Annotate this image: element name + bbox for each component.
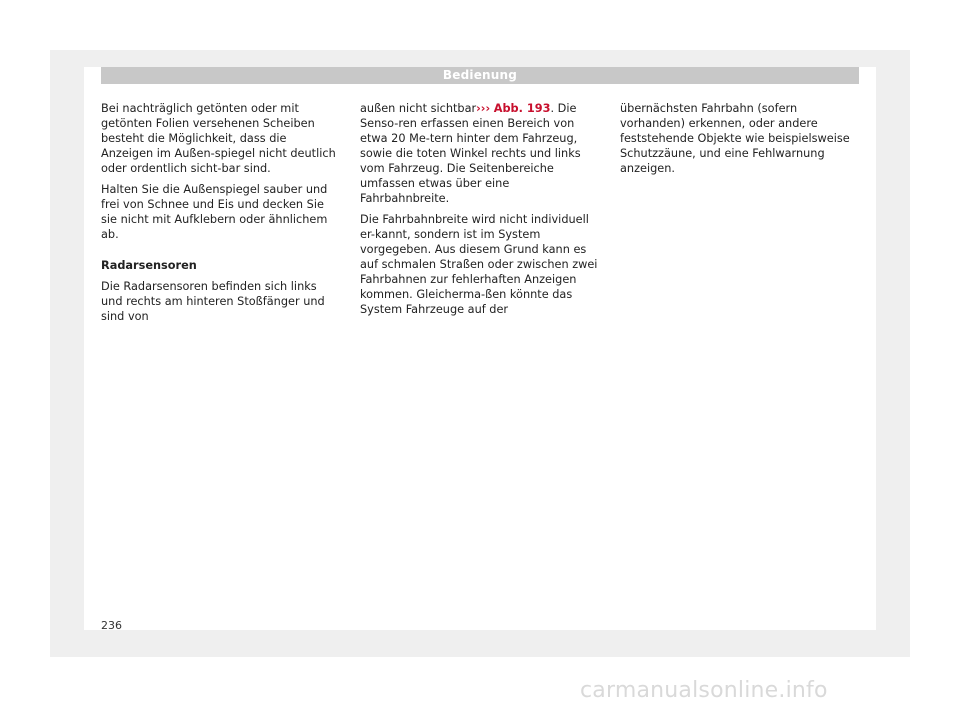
paragraph: Halten Sie die Außenspiegel sauber und frei von Schnee und Eis und decken Sie sie nicht mit Aufklebern oder ähnlichem ab.	[101, 183, 328, 241]
watermark: carmanualsonline.info	[580, 678, 828, 703]
page-number: 236	[101, 619, 122, 632]
paragraph-text: außen nicht sichtbar	[360, 102, 477, 115]
paragraph: Bei nachträglich getönten oder mit getönten Folien versehenen Scheiben besteht die Möglichkeit, dass die Anzeigen im Außen-spiegel nicht deutlich oder ordentlich sicht-bar sind.	[101, 102, 336, 175]
text-column-2	[360, 101, 600, 323]
text-column-1	[101, 101, 341, 330]
paragraph-text: . Die Senso-ren erfassen einen Bereich von etwa 20 Me-tern hinter dem Fahrzeug, sowie die toten Winkel rechts und links vom Fahrzeug. Die Seitenbereiche umfassen etwas über eine Fahrbahnbreite.	[360, 102, 581, 205]
paragraph: Die Fahrbahnbreite wird nicht individuell er-kannt, sondern ist im System vorgegeben. Aus diesem Grund kann es auf schmalen Straßen oder zwischen zwei Fahrbahnen zur fehlerhaften Anzeigen kommen. Gleicherma-ßen könnte das System Fahrzeuge auf der	[360, 213, 598, 316]
paragraph	[360, 101, 600, 206]
text-column-3	[620, 101, 860, 182]
section-header: Bedienung	[101, 67, 859, 84]
reference-arrow-icon: ›››	[476, 102, 491, 115]
figure-reference-link[interactable]: Abb. 193	[493, 102, 551, 115]
subheading-radarsensoren: Radarsensoren	[101, 259, 197, 272]
paragraph: übernächsten Fahrbahn (sofern vorhanden) erkennen, oder andere feststehende Objekte wie beispielsweise Schutzzäune, und eine Fehlwarnung anzeigen.	[620, 102, 850, 175]
paragraph: Die Radarsensoren befinden sich links und rechts am hinteren Stoßfänger und sind von	[101, 280, 325, 323]
